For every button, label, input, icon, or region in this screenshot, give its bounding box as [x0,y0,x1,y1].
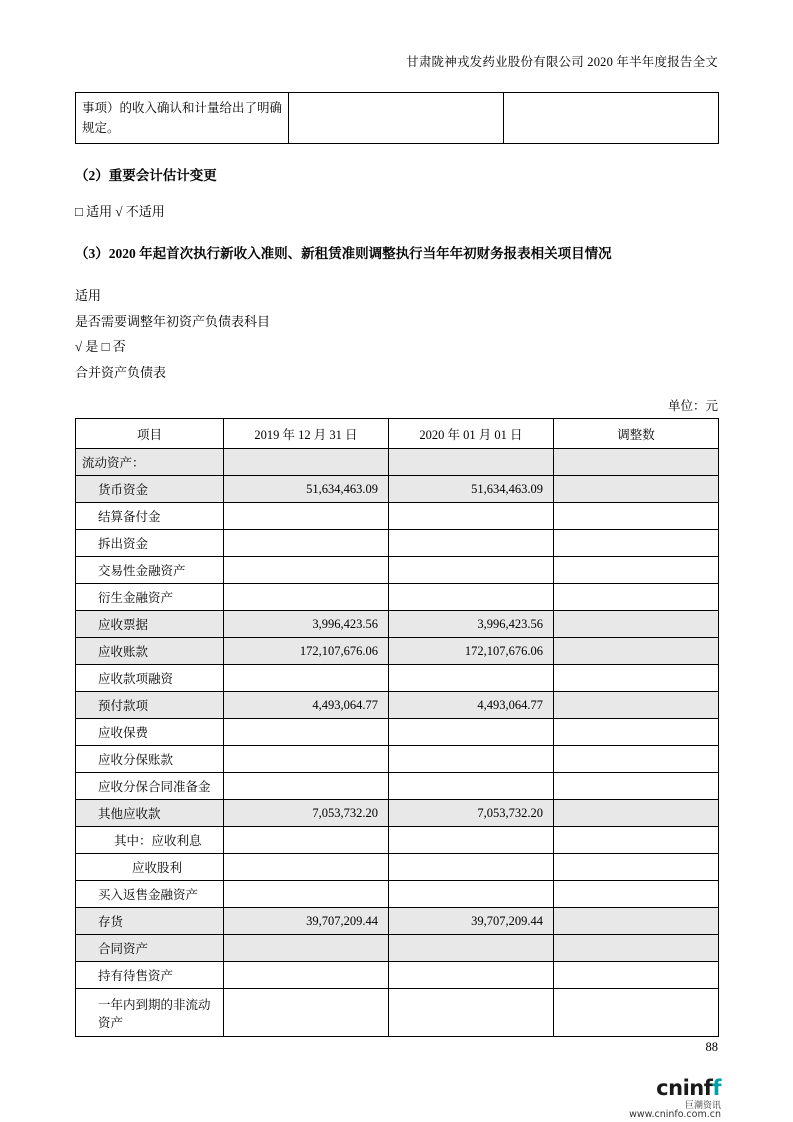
table-row [76,638,719,665]
cninfo-logo-url: www.cninfo.com.cn [629,1109,721,1121]
row-value-2019 [224,827,389,854]
table-row [76,665,719,692]
row-value-2019: 4,493,064.77 [224,692,389,719]
row-label: 交易性金融资产 [76,557,224,584]
row-label: 应收票据 [76,611,224,638]
row-value-2019 [224,665,389,692]
table-row [76,746,719,773]
table-row [76,503,719,530]
row-value-2019: 51,634,463.09 [224,476,389,503]
section-heading-3: （3）2020 年起首次执行新收入准则、新租赁准则调整执行当年年初财务报表相关项目情况 [75,245,612,261]
continued-table-fragment [75,92,719,144]
table-row [76,962,719,989]
row-value-2019: 39,707,209.44 [224,908,389,935]
row-value-adjustment [554,989,719,1037]
row-label: 结算备付金 [76,503,224,530]
applicability-line-2: □ 适用 √ 不适用 [75,204,165,220]
row-value-2019: 172,107,676.06 [224,638,389,665]
row-value-2019 [224,773,389,800]
row-label: 衍生金融资产 [76,584,224,611]
row-value-adjustment [554,746,719,773]
row-value-adjustment [554,503,719,530]
row-label: 应收股利 [76,854,224,881]
row-value-2019 [224,935,389,962]
table-row [76,719,719,746]
row-value-2020 [389,530,554,557]
table-row [76,611,719,638]
adjust-answer: √ 是 □ 否 [75,339,126,354]
row-value-adjustment [554,962,719,989]
row-value-2020: 7,053,732.20 [389,800,554,827]
table-row [76,557,719,584]
row-value-adjustment [554,476,719,503]
fragment-cell-2 [289,93,504,144]
row-label: 流动资产： [76,449,224,476]
table-row [76,989,719,1037]
row-value-2020 [389,449,554,476]
row-value-2020 [389,584,554,611]
row-value-adjustment [554,530,719,557]
table-row [76,800,719,827]
adjust-question: 是否需要调整年初资产负债表科目 [75,313,271,329]
row-value-2019 [224,962,389,989]
row-label: 应收分保合同准备金 [76,773,224,800]
table-title: 合并资产负债表 [75,364,167,380]
column-header-item: 项目 [76,419,224,449]
row-value-2020 [389,962,554,989]
table-row [76,827,719,854]
table-row [76,935,719,962]
row-value-2020 [389,746,554,773]
row-value-2020 [389,665,554,692]
balance-sheet-body [76,449,719,1037]
row-value-2020: 3,996,423.56 [389,611,554,638]
page-header: 甘肃陇神戎发药业股份有限公司 2020 年半年度报告全文 [406,55,718,69]
row-value-2020 [389,935,554,962]
row-value-adjustment [554,692,719,719]
row-value-2019 [224,503,389,530]
table-row [76,692,719,719]
row-value-adjustment [554,665,719,692]
table-row [76,449,719,476]
page-content [75,92,718,1037]
row-label: 一年内到期的非流动资产 [76,989,224,1037]
row-label: 其他应收款 [76,800,224,827]
row-value-adjustment [554,611,719,638]
row-value-2020 [389,773,554,800]
row-label: 预付款项 [76,692,224,719]
row-value-2020 [389,719,554,746]
row-value-adjustment [554,800,719,827]
row-value-adjustment [554,854,719,881]
row-value-2019: 7,053,732.20 [224,800,389,827]
row-value-2020 [389,854,554,881]
row-label: 其中：应收利息 [76,827,224,854]
row-label: 拆出资金 [76,530,224,557]
table-row [76,93,719,144]
row-value-2019 [224,989,389,1037]
row-label: 货币资金 [76,476,224,503]
row-value-2020 [389,557,554,584]
row-value-adjustment [554,557,719,584]
row-value-2019 [224,881,389,908]
row-label: 应收分保账款 [76,746,224,773]
row-label: 存货 [76,908,224,935]
table-row [76,908,719,935]
row-value-adjustment [554,773,719,800]
table-row [76,854,719,881]
column-header-adjustment: 调整数 [554,419,719,449]
table-row [76,773,719,800]
row-value-2019 [224,746,389,773]
row-value-2020 [389,989,554,1037]
row-value-2020 [389,881,554,908]
fragment-cell-text: 事项）的收入确认和计量给出了明确规定。 [76,93,289,144]
footer-logo [629,1076,721,1121]
row-value-2020: 172,107,676.06 [389,638,554,665]
row-label: 买入返售金融资产 [76,881,224,908]
row-value-2020 [389,827,554,854]
table-row [76,530,719,557]
table-row [76,584,719,611]
table-row [76,881,719,908]
row-label: 应收保费 [76,719,224,746]
row-value-adjustment [554,827,719,854]
row-label: 合同资产 [76,935,224,962]
table-header-row [76,419,719,449]
table-row [76,476,719,503]
row-value-adjustment [554,584,719,611]
row-value-2020 [389,503,554,530]
row-value-adjustment [554,881,719,908]
row-label: 应收款项融资 [76,665,224,692]
fragment-cell-3 [504,93,719,144]
row-value-2020: 51,634,463.09 [389,476,554,503]
column-header-date-1: 2019 年 12 月 31 日 [224,419,389,449]
row-value-adjustment [554,908,719,935]
section-heading-2: （2）重要会计估计变更 [75,168,217,183]
row-value-2019 [224,719,389,746]
row-label: 应收账款 [76,638,224,665]
consolidated-balance-sheet-table [75,418,719,1037]
cninfo-logo-cn: 巨潮资讯 [684,1100,721,1111]
row-value-2019 [224,584,389,611]
unit-label: 单位：元 [667,399,718,413]
row-value-2020: 4,493,064.77 [389,692,554,719]
row-label: 持有待售资产 [76,962,224,989]
column-header-date-2: 2020 年 01 月 01 日 [389,419,554,449]
row-value-2019 [224,449,389,476]
row-value-2019 [224,557,389,584]
row-value-adjustment [554,449,719,476]
row-value-2019: 3,996,423.56 [224,611,389,638]
row-value-adjustment [554,719,719,746]
page-number: 88 [705,1040,718,1054]
cninfo-logo-text: cninff [656,1076,721,1100]
row-value-2019 [224,530,389,557]
applicable-text: 适用 [75,288,102,303]
row-value-adjustment [554,935,719,962]
row-value-2019 [224,854,389,881]
row-value-adjustment [554,638,719,665]
row-value-2020: 39,707,209.44 [389,908,554,935]
